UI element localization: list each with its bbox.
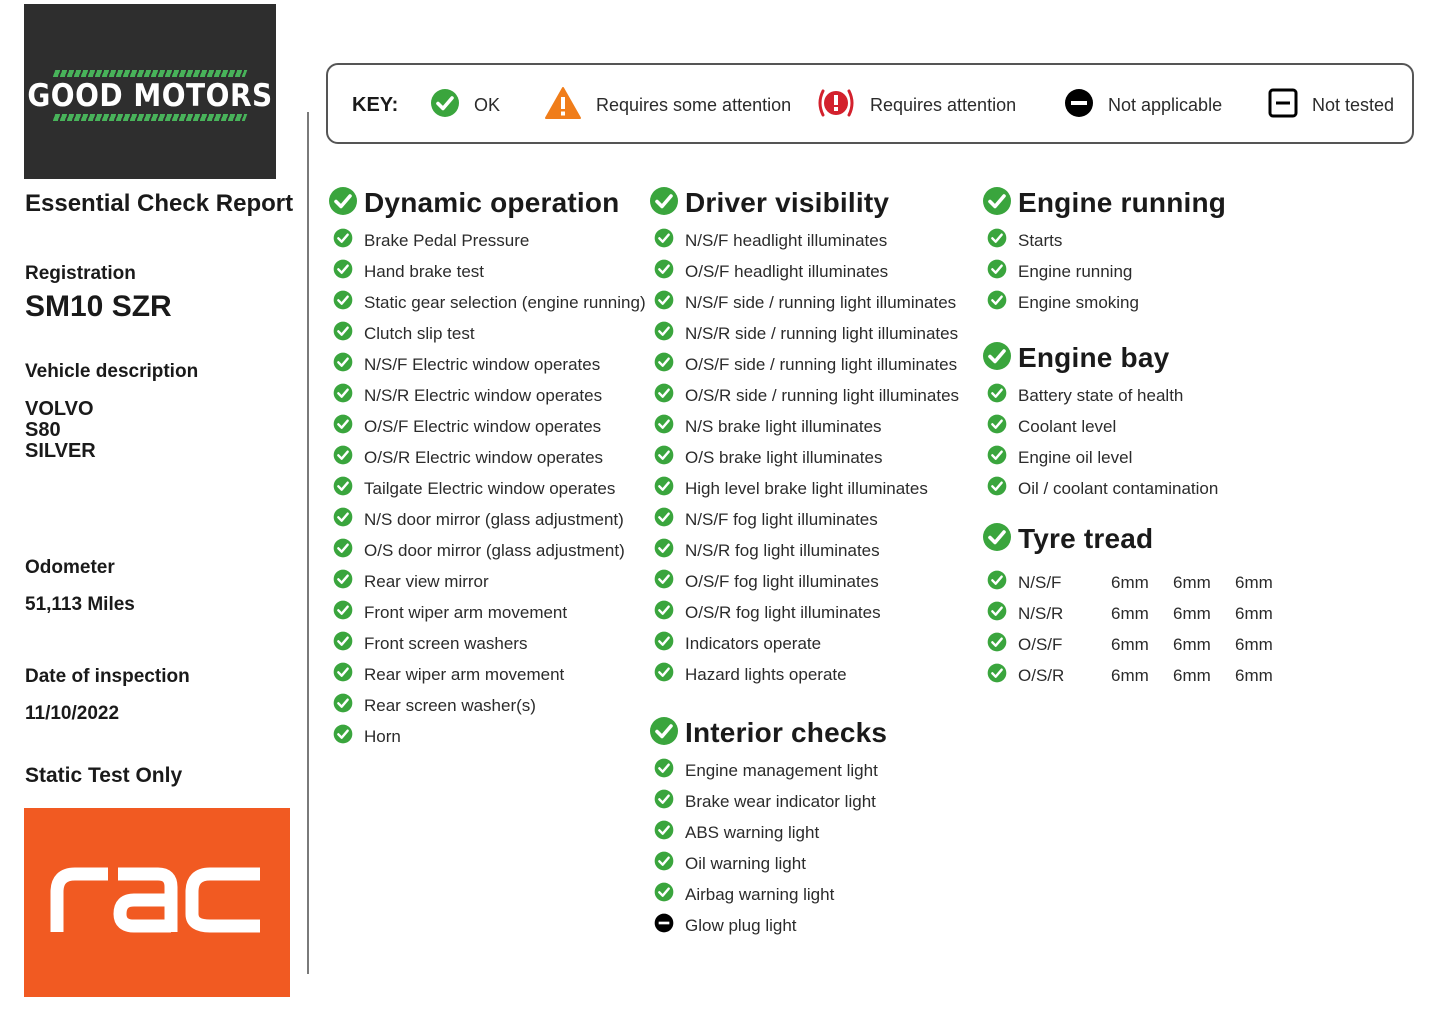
- check-item: [649, 786, 887, 817]
- check-item: [328, 566, 646, 597]
- check-icon: [987, 601, 1007, 626]
- check-label: O/S/F side / running light illuminates: [685, 354, 958, 374]
- check-label: O/S/R fog light illuminates: [685, 602, 881, 622]
- section-heading: [649, 716, 887, 750]
- check-list: [649, 225, 959, 690]
- check-icon: [333, 538, 353, 563]
- check-list: [982, 567, 1273, 691]
- check-icon: [987, 383, 1007, 408]
- check-icon: [987, 290, 1007, 315]
- check-icon: [333, 259, 353, 284]
- check-list: [328, 225, 646, 752]
- tread-depth: 6mm: [1235, 634, 1273, 654]
- tread-depth: 6mm: [1235, 572, 1273, 592]
- check-label: Static gear selection (engine running): [364, 292, 646, 312]
- vehicle-description-label: Vehicle description: [25, 361, 199, 382]
- check-list: [982, 380, 1218, 504]
- check-item: [328, 659, 646, 690]
- check-icon: [654, 383, 674, 408]
- registration-label: Registration: [25, 263, 136, 284]
- not-applicable-icon: [1064, 88, 1094, 123]
- check-label: Brake wear indicator light: [685, 791, 876, 811]
- check-icon: [987, 445, 1007, 470]
- check-label: Airbag warning light: [685, 884, 835, 904]
- check-item: [328, 504, 646, 535]
- check-icon: [333, 290, 353, 315]
- key-label-alert: Requires attention: [870, 95, 1017, 115]
- tread-depth: 6mm: [1111, 572, 1149, 592]
- tread-depth: 6mm: [1235, 603, 1273, 623]
- check-icon: [654, 569, 674, 594]
- section-heading: [982, 522, 1153, 556]
- check-icon: [982, 341, 1012, 376]
- tread-depth: 6mm: [1173, 634, 1211, 654]
- tyre-row: [982, 567, 1273, 598]
- vehicle-description: [25, 399, 96, 462]
- check-item: [649, 442, 959, 473]
- check-label: O/S/R Electric window operates: [364, 447, 604, 467]
- check-item: [649, 910, 887, 941]
- logo-stripe-bottom: [53, 114, 248, 121]
- section-heading: [982, 341, 1218, 375]
- check-item: [328, 597, 646, 628]
- check-label: Tailgate Electric window operates: [364, 478, 616, 498]
- check-item: [328, 287, 646, 318]
- check-label: Glow plug light: [685, 915, 797, 935]
- check-icon: [649, 716, 679, 751]
- section-title: Dynamic operation: [364, 187, 620, 218]
- check-icon: [333, 600, 353, 625]
- check-icon: [333, 631, 353, 656]
- key-label-warning: Requires some attention: [596, 95, 792, 115]
- not-applicable-icon: [654, 913, 674, 938]
- check-item: [982, 473, 1218, 504]
- key-label-ok: OK: [474, 95, 501, 115]
- check-label: Front wiper arm movement: [364, 602, 568, 622]
- check-label: N/S/R fog light illuminates: [685, 540, 880, 560]
- check-item: [982, 411, 1218, 442]
- tyre-row: [982, 660, 1273, 691]
- odometer-value: 51,113 Miles: [25, 594, 135, 615]
- check-item: [328, 690, 646, 721]
- check-icon: [654, 476, 674, 501]
- check-label: Hazard lights operate: [685, 664, 847, 684]
- check-icon: [654, 538, 674, 563]
- check-icon: [654, 321, 674, 346]
- check-icon: [328, 186, 358, 221]
- check-icon: [430, 88, 460, 123]
- check-label: Battery state of health: [1018, 385, 1184, 405]
- report-title: Essential Check Report: [25, 190, 294, 217]
- section-title: Driver visibility: [685, 187, 890, 218]
- vehicle-model: S80: [25, 419, 61, 441]
- check-icon: [654, 662, 674, 687]
- check-item: [328, 349, 646, 380]
- check-list: [982, 225, 1226, 318]
- check-icon: [654, 290, 674, 315]
- check-item: [649, 566, 959, 597]
- section-title: Tyre tread: [1018, 523, 1154, 554]
- tyre-position: O/S/F: [1018, 634, 1063, 654]
- key-item-not-tested: [1268, 65, 1394, 146]
- not-tested-icon: [1268, 88, 1298, 123]
- check-label: N/S/F Electric window operates: [364, 354, 601, 374]
- check-label: N/S brake light illuminates: [685, 416, 882, 436]
- check-icon: [654, 789, 674, 814]
- check-item: [982, 442, 1218, 473]
- tread-depth: 6mm: [1111, 665, 1149, 685]
- check-item: [649, 659, 959, 690]
- check-icon: [333, 321, 353, 346]
- check-item: [328, 473, 646, 504]
- section-title: Engine bay: [1018, 342, 1170, 373]
- check-icon: [654, 228, 674, 253]
- check-icon: [987, 632, 1007, 657]
- section-heading: [328, 186, 646, 220]
- status-key: [326, 63, 1414, 144]
- check-icon: [982, 522, 1012, 557]
- inspection-date-label: Date of inspection: [25, 666, 190, 687]
- check-label: O/S/F fog light illuminates: [685, 571, 879, 591]
- check-icon: [987, 570, 1007, 595]
- tyre-row: [982, 629, 1273, 660]
- warning-icon: [544, 86, 582, 125]
- check-icon: [982, 186, 1012, 221]
- check-label: Rear view mirror: [364, 571, 489, 591]
- check-icon: [654, 445, 674, 470]
- key-item-ok: [430, 65, 500, 146]
- check-label: O/S/F Electric window operates: [364, 416, 602, 436]
- check-icon: [333, 662, 353, 687]
- tread-depth: 6mm: [1173, 665, 1211, 685]
- check-item: [649, 535, 959, 566]
- check-icon: [654, 820, 674, 845]
- check-label: Engine oil level: [1018, 447, 1133, 467]
- section-interior: [649, 716, 887, 941]
- test-type: Static Test Only: [25, 764, 183, 787]
- brand-name: GOOD MOTORS: [27, 77, 273, 114]
- check-label: Hand brake test: [364, 261, 485, 281]
- key-item-warning: [544, 65, 791, 146]
- check-label: Oil warning light: [685, 853, 806, 873]
- check-label: O/S/R side / running light illuminates: [685, 385, 960, 405]
- check-label: ABS warning light: [685, 822, 820, 842]
- check-item: [328, 721, 646, 752]
- section-dynamic: [328, 186, 646, 752]
- check-item: [649, 473, 959, 504]
- check-label: Clutch slip test: [364, 323, 475, 343]
- check-icon: [333, 228, 353, 253]
- tread-depth: 6mm: [1111, 603, 1149, 623]
- check-item: [649, 287, 959, 318]
- check-icon: [649, 186, 679, 221]
- check-item: [649, 879, 887, 910]
- rac-logo: [24, 808, 290, 997]
- check-label: Oil / coolant contamination: [1018, 478, 1219, 498]
- check-item: [328, 411, 646, 442]
- key-title: KEY:: [352, 94, 399, 116]
- check-icon: [987, 228, 1007, 253]
- check-icon: [987, 259, 1007, 284]
- check-icon: [654, 600, 674, 625]
- check-item: [649, 755, 887, 786]
- odometer-label: Odometer: [25, 557, 115, 578]
- check-item: [649, 628, 959, 659]
- check-icon: [654, 631, 674, 656]
- check-item: [982, 287, 1226, 318]
- section-tyre-tread: [982, 522, 1273, 691]
- check-icon: [333, 414, 353, 439]
- check-item: [649, 597, 959, 628]
- panel-divider: [307, 112, 309, 974]
- check-label: Indicators operate: [685, 633, 822, 653]
- check-icon: [333, 476, 353, 501]
- tyre-position: N/S/R: [1018, 603, 1064, 623]
- check-label: N/S/R Electric window operates: [364, 385, 603, 405]
- check-item: [649, 504, 959, 535]
- check-item: [649, 411, 959, 442]
- check-icon: [987, 663, 1007, 688]
- check-item: [649, 848, 887, 879]
- check-item: [328, 380, 646, 411]
- key-label-not-tested: Not tested: [1312, 95, 1395, 115]
- check-icon: [333, 445, 353, 470]
- check-icon: [987, 476, 1007, 501]
- check-icon: [654, 851, 674, 876]
- check-item: [649, 817, 887, 848]
- check-icon: [333, 507, 353, 532]
- check-label: O/S brake light illuminates: [685, 447, 883, 467]
- check-icon: [987, 414, 1007, 439]
- check-label: Front screen washers: [364, 633, 528, 653]
- check-label: N/S/R side / running light illuminates: [685, 323, 959, 343]
- key-item-alert: [816, 65, 1016, 146]
- check-icon: [333, 693, 353, 718]
- check-label: Engine management light: [685, 760, 878, 780]
- check-label: High level brake light illuminates: [685, 478, 928, 498]
- logo-stripe-top: [53, 70, 248, 77]
- registration-value: SM10 SZR: [25, 290, 172, 323]
- check-item: [649, 380, 959, 411]
- good-motors-logo: [24, 4, 276, 179]
- key-item-not-applicable: [1064, 65, 1222, 146]
- section-title: Engine running: [1018, 187, 1227, 218]
- section-engine-bay: [982, 341, 1218, 504]
- check-label: Brake Pedal Pressure: [364, 230, 530, 250]
- check-icon: [333, 724, 353, 749]
- check-label: Rear screen washer(s): [364, 695, 536, 715]
- tyre-position: N/S/F: [1018, 572, 1062, 592]
- check-item: [649, 225, 959, 256]
- vehicle-colour: SILVER: [25, 440, 96, 462]
- check-item: [328, 442, 646, 473]
- inspection-date-value: 11/10/2022: [25, 703, 120, 724]
- check-label: Engine running: [1018, 261, 1133, 281]
- tread-depth: 6mm: [1235, 665, 1273, 685]
- check-item: [649, 318, 959, 349]
- check-icon: [654, 507, 674, 532]
- check-list: [649, 755, 887, 941]
- check-label: Coolant level: [1018, 416, 1117, 436]
- tread-depth: 6mm: [1173, 572, 1211, 592]
- check-label: N/S/F side / running light illuminates: [685, 292, 957, 312]
- check-icon: [654, 259, 674, 284]
- section-engine-running: [982, 186, 1226, 318]
- tyre-position: O/S/R: [1018, 665, 1065, 685]
- tread-depth: 6mm: [1111, 634, 1149, 654]
- check-item: [328, 318, 646, 349]
- tread-depth: 6mm: [1173, 603, 1211, 623]
- check-icon: [333, 383, 353, 408]
- section-visibility: [649, 186, 959, 690]
- check-item: [982, 256, 1226, 287]
- section-heading: [982, 186, 1226, 220]
- check-item: [328, 628, 646, 659]
- check-label: N/S door mirror (glass adjustment): [364, 509, 624, 529]
- check-item: [649, 349, 959, 380]
- check-label: Starts: [1018, 230, 1063, 250]
- check-label: N/S/F fog light illuminates: [685, 509, 878, 529]
- check-label: N/S/F headlight illuminates: [685, 230, 888, 250]
- check-icon: [333, 352, 353, 377]
- check-label: Rear wiper arm movement: [364, 664, 565, 684]
- tyre-row: [982, 598, 1273, 629]
- check-icon: [654, 758, 674, 783]
- check-item: [328, 256, 646, 287]
- check-icon: [333, 569, 353, 594]
- check-item: [982, 225, 1226, 256]
- check-label: Engine smoking: [1018, 292, 1139, 312]
- alert-icon: [816, 87, 856, 124]
- key-label-not-applicable: Not applicable: [1108, 95, 1223, 115]
- check-item: [649, 256, 959, 287]
- section-heading: [649, 186, 959, 220]
- check-item: [328, 535, 646, 566]
- vehicle-make: VOLVO: [25, 398, 94, 420]
- check-label: O/S door mirror (glass adjustment): [364, 540, 625, 560]
- check-icon: [654, 882, 674, 907]
- check-item: [328, 225, 646, 256]
- check-label: Horn: [364, 726, 401, 746]
- check-icon: [654, 352, 674, 377]
- check-icon: [654, 414, 674, 439]
- section-title: Interior checks: [685, 717, 888, 748]
- check-item: [982, 380, 1218, 411]
- check-label: O/S/F headlight illuminates: [685, 261, 889, 281]
